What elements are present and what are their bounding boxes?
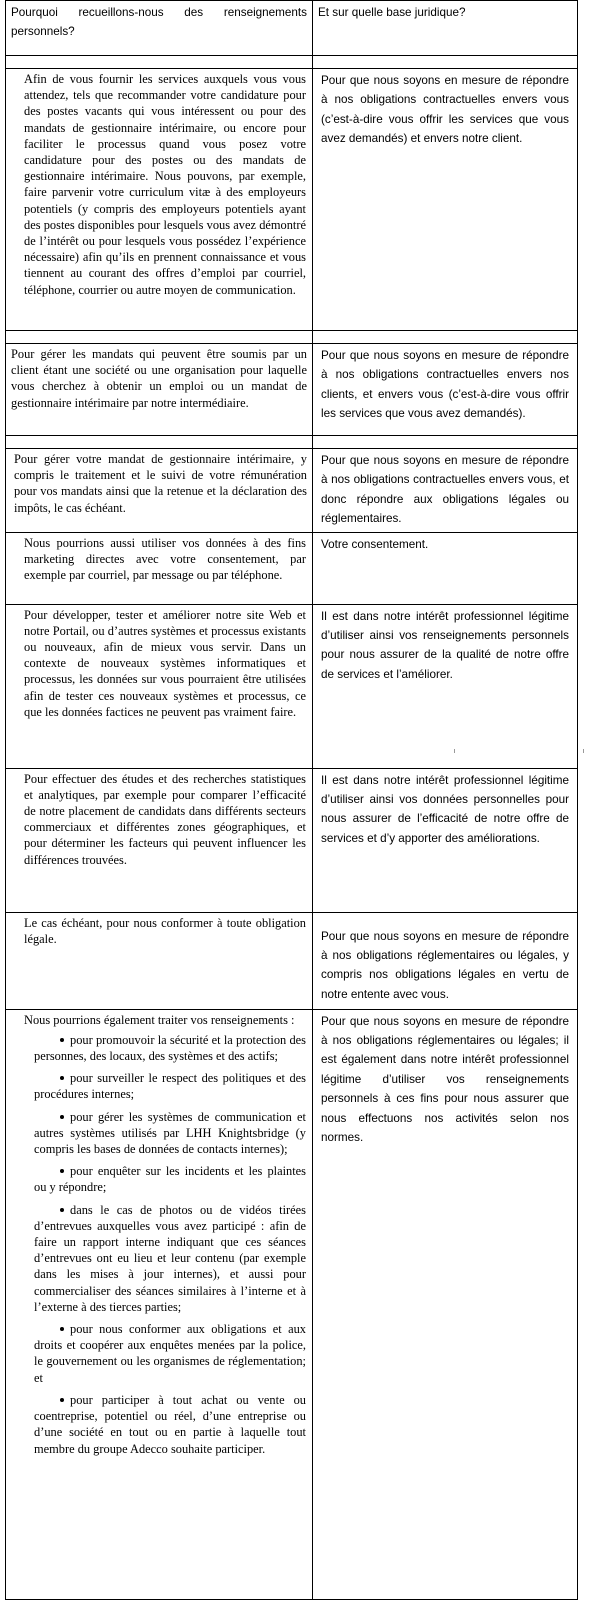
spacer-row bbox=[6, 436, 578, 449]
row-purpose-cell bbox=[6, 1009, 313, 1599]
privacy-basis-table bbox=[5, 0, 578, 1600]
bullet-icon bbox=[60, 1208, 64, 1212]
table-row bbox=[6, 604, 578, 768]
spacer-row bbox=[6, 331, 578, 344]
row-purpose: Pour développer, tester et améliorer notre site Web et notre Portail, ou d’autres systèmes et processus existants ou nouveaux, afin de mieux vous servir. Dans un contexte de nouveaux systèmes informatiques et processus, les données sur vous pourraient être utilisées afin de tester ces nouveaux systèmes et processus, ce que les données factices ne peuvent pas vraiment faire. bbox=[6, 604, 313, 768]
row-basis: Votre consentement. bbox=[313, 532, 578, 604]
purpose-bullet-list bbox=[24, 1032, 306, 1457]
bullet-icon bbox=[60, 1038, 64, 1042]
table-header-row bbox=[6, 1, 578, 56]
header-basis: Et sur quelle base juridique? bbox=[313, 1, 578, 56]
list-item: pour surveiller le respect des politiques et des procédures internes; bbox=[34, 1071, 306, 1102]
table-row bbox=[6, 912, 578, 1009]
table-row bbox=[6, 69, 578, 331]
row-basis: Il est dans notre intérêt professionnel légitime d’utiliser ainsi vos renseignements personnels pour nous assurer de la qualité de notre offre de services et l’améliorer. bbox=[313, 604, 578, 768]
list-item: pour promouvoir la sécurité et la protection des personnes, des locaux, des systèmes et des actifs; bbox=[34, 1032, 306, 1064]
bullet-icon bbox=[60, 1398, 64, 1402]
row-purpose: Nous pourrions aussi utiliser vos données à des fins marketing directes avec votre consentement, par exemple par courriel, par message ou par téléphone. bbox=[6, 532, 313, 604]
divider-mark bbox=[454, 749, 455, 753]
divider-mark bbox=[583, 749, 584, 753]
table-row bbox=[6, 344, 578, 436]
list-item: pour participer à tout achat ou vente ou coentreprise, potentiel ou réel, d’une entreprise ou d’une société en tout ou en partie à laquelle tout membre du groupe Adecco souhaite participer. bbox=[34, 1392, 306, 1456]
bullet-icon bbox=[60, 1169, 64, 1173]
row-purpose: Nous pourrions également traiter vos renseignements : bbox=[24, 1012, 295, 1027]
row-basis: Il est dans notre intérêt professionnel légitime d’utiliser ainsi vos données personnelles pour nous assurer de l’efficacité de notre offre de services et d’y apporter des améliorations. bbox=[313, 768, 578, 912]
table-row bbox=[6, 449, 578, 533]
row-purpose: Afin de vous fournir les services auxquels vous vous attendez, tels que recommander votre candidature pour des postes vacants qui vous intéressent ou pour des mandats de gestionnaire intérimaire, ou encore pour faciliter le processus quand vous posez votre candidature pour des postes ou des mandats de gestionnaire intérimaire. Nous pouvons, par exemple, faire parvenir votre curriculum vitæ à des employeurs potentiels (y compris des employeurs potentiels ayant des postes disponibles pour lesquels vous avez démontré de l’intérêt ou pour lesquels vous possédez l’expérience nécessaire) afin qu’ils en prennent connaissance et vous tiennent au courant des offres d’emploi par courriel, téléphone, courrier ou autre moyen de communication. bbox=[6, 69, 313, 331]
row-purpose: Le cas échéant, pour nous conformer à toute obligation légale. bbox=[6, 912, 313, 1009]
list-item: pour enquêter sur les incidents et les plaintes ou y répondre; bbox=[34, 1164, 306, 1195]
list-item: dans le cas de photos ou de vidéos tirées d’entrevues auxquelles vous avez participé : afin de faire un rapport interne indiquant que ces séances d’entrevues ont eu lieu et leur contenu (par exemple dans les mises à jour internes), et aussi pour commercialiser des séances similaires à l’interne et à l’externe à des tierces parties; bbox=[34, 1202, 306, 1314]
list-item: pour gérer les systèmes de communication et autres systèmes utilisés par LHH Knightsbridge (y compris les bases de données de contacts internes); bbox=[34, 1109, 306, 1157]
row-purpose: Pour effectuer des études et des recherches statistiques et analytiques, par exemple pour comparer l’efficacité de notre placement de candidats dans différents secteurs commerciaux et différentes zones géographiques, et pour déterminer les facteurs qui peuvent influencer les différences trouvées. bbox=[6, 768, 313, 912]
row-basis: Pour que nous soyons en mesure de répondre à nos obligations réglementaires ou légales, y compris nos obligations légales en vertu de notre entente avec vous. bbox=[313, 912, 578, 1009]
bullet-icon bbox=[60, 1115, 64, 1119]
table-row bbox=[6, 1009, 578, 1599]
row-basis: Pour que nous soyons en mesure de répondre à nos obligations contractuelles envers vous, et donc répondre aux obligations légales ou réglementaires. bbox=[313, 449, 578, 533]
row-basis: Pour que nous soyons en mesure de répondre à nos obligations réglementaires ou légales; il est également dans notre intérêt professionnel légitime d’utiliser vos renseignements personnels à ces fins pour nous assurer que nous effectuons nos activités selon nos normes. bbox=[313, 1009, 578, 1599]
bullet-icon bbox=[60, 1076, 64, 1080]
bullet-icon bbox=[60, 1327, 64, 1331]
row-basis: Pour que nous soyons en mesure de répondre à nos obligations contractuelles envers nos clients, et envers vous (c’est-à-dire vous offrir les services que vous avez demandés). bbox=[313, 344, 578, 436]
table-row bbox=[6, 532, 578, 604]
header-purpose: Pourquoi recueillons-nous des renseignements personnels? bbox=[6, 1, 313, 56]
row-basis: Pour que nous soyons en mesure de répondre à nos obligations contractuelles envers vous (c’est-à-dire vous offrir les services que vous avez demandés) et envers notre client. bbox=[313, 69, 578, 331]
list-item: pour nous conformer aux obligations et aux droits et coopérer aux enquêtes menées par la police, le gouvernement ou les organismes de réglementation; et bbox=[34, 1322, 306, 1385]
table-row bbox=[6, 768, 578, 912]
row-purpose: Pour gérer les mandats qui peuvent être soumis par un client étant une société ou une organisation pour laquelle vous cherchez à obtenir un emploi ou un mandat de gestionnaire intérimaire par notre intermédiaire. bbox=[6, 344, 313, 436]
row-purpose: Pour gérer votre mandat de gestionnaire intérimaire, y compris le traitement et le suivi de votre rémunération pour vos mandats ainsi que la retenue et la déclaration des impôts, le cas échéant. bbox=[6, 449, 313, 533]
spacer-row bbox=[6, 56, 578, 69]
